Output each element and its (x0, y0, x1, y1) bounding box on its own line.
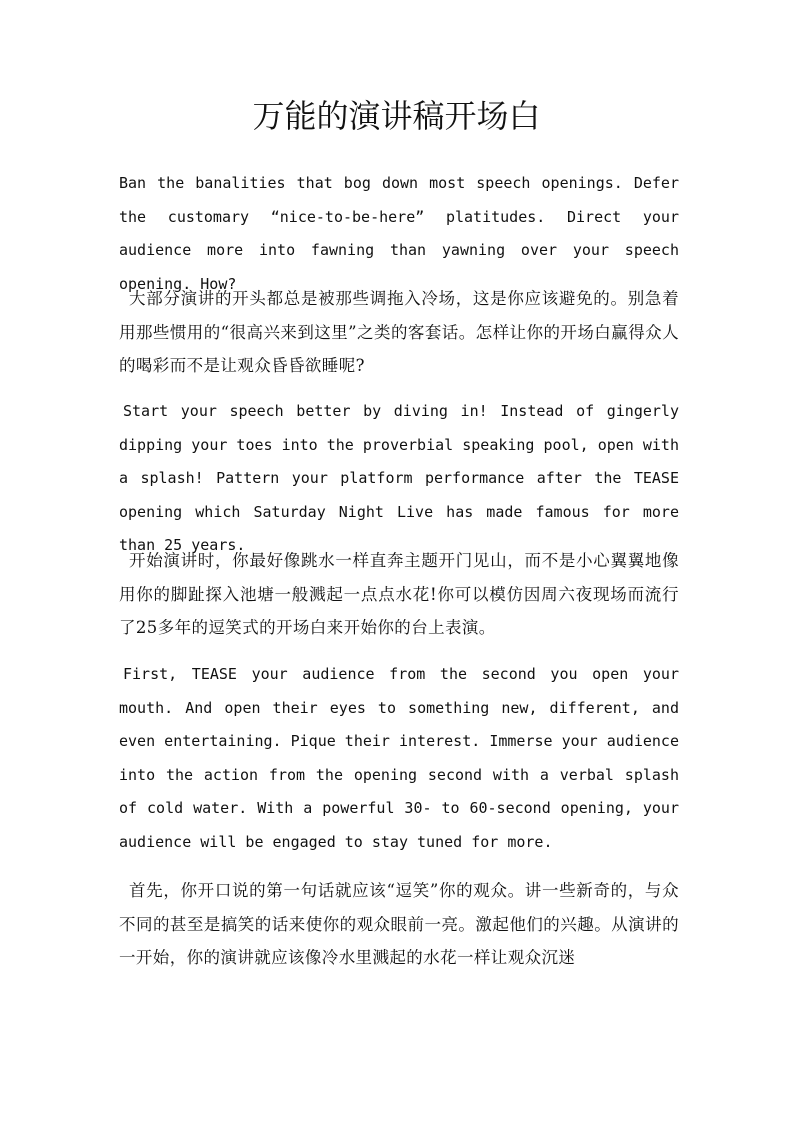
document-title: 万能的演讲稿开场白 (252, 97, 541, 135)
paragraph-english-1: Ban the banalities that bog down most speech openings. Defer the customary “nice-to-be-here” platitudes. Direct your audience more into fawning than yawning over your speech opening. How? (119, 174, 679, 293)
paragraph-english-3: First, TEASE your audience from the second you open your mouth. And open their eyes to something new, different, and even entertaining. Pique their interest. Immerse your audience into the action from the opening second with a verbal splash of cold water. With a powerful 30- to 60-second opening, your audience will be engaged to stay tuned for more. (119, 665, 679, 851)
paragraph-english-2: Start your speech better by diving in! Instead of gingerly dipping your toes into the proverbial speaking pool, open with a splash! Pattern your platform performance after the TEASE opening which Saturday Night Live has made famous for more than 25 years. (119, 402, 679, 555)
paragraph-chinese-3: 首先，你开口说的第一句话就应该“逗笑”你的观众。讲一些新奇的，与众不同的甚至是搞笑的话来使你的观众眼前一亮。激起他们的兴趣。从演讲的一开始，你的演讲就应该像冷水里溅起的水花一样让观众沉迷 (119, 881, 679, 968)
paragraph-chinese-2: 开始演讲时，你最好像跳水一样直奔主题开门见山，而不是小心翼翼地像用你的脚趾探入池塘一般溅起一点点水花!你可以模仿因周六夜现场而流行了25多年的逗笑式的开场白来开始你的台上表演。 (119, 551, 679, 638)
paragraph-chinese-1: 大部分演讲的开头都总是被那些调拖入冷场，这是你应该避免的。别急着用那些惯用的“很高兴来到这里”之类的客套话。怎样让你的开场白赢得众人的喝彩而不是让观众昏昏欲睡呢? (119, 289, 679, 376)
